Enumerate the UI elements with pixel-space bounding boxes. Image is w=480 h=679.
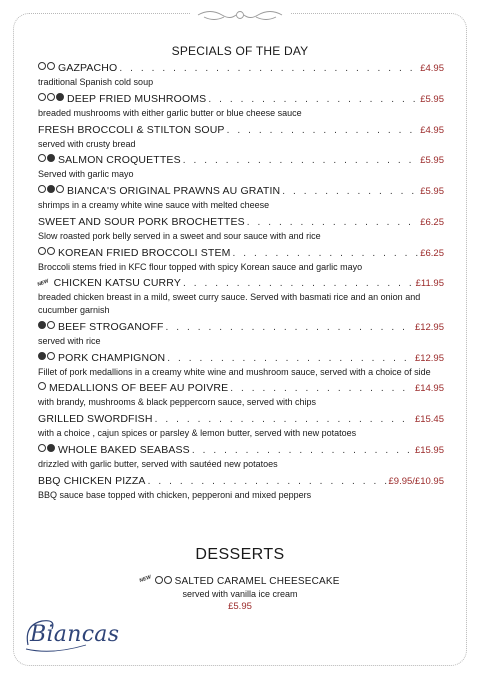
menu-item-description: served with crusty bread (38, 138, 136, 149)
menu-item (38, 62, 444, 89)
dot-leader (166, 322, 413, 333)
v-badge-icon (38, 247, 46, 255)
d-badge-icon (47, 154, 55, 162)
menu-item-price: £11.95 (415, 278, 444, 290)
new-tag: NEW (139, 574, 153, 585)
dot-leader (119, 63, 418, 74)
menu-item-row (38, 382, 444, 395)
menu-item-price: £6.25 (420, 216, 444, 228)
menu-item-description: Served with garlic mayo (38, 169, 134, 180)
menu-item-description: breaded mushrooms with either garlic butter or blue cheese sauce (38, 107, 302, 118)
menu-item (38, 124, 444, 151)
menu-item-description: served with rice (38, 335, 101, 346)
menu-item (38, 413, 444, 440)
d-badge-icon (47, 444, 55, 452)
desserts-title: DESSERTS (195, 546, 285, 563)
gf-badge-icon (47, 247, 55, 255)
d-badge-icon (38, 321, 46, 329)
menu-item-row (38, 185, 444, 198)
menu-item-badges (38, 353, 56, 361)
gf-badge-icon (47, 352, 55, 360)
menu-item-row (38, 216, 444, 229)
menu-item-name: BIANCA'S ORIGINAL PRAWNS AU GRATIN (67, 185, 281, 198)
menu-item (38, 247, 444, 274)
menu-item-badges (38, 383, 47, 391)
dot-leader (183, 278, 414, 289)
menu-item-name: SWEET AND SOUR PORK BROCHETTES (38, 215, 245, 228)
menu-item-name: GAZPACHO (58, 62, 118, 74)
menu-item-price: £12.95 (414, 321, 444, 333)
menu-item-name: PORK CHAMPIGNON (58, 351, 166, 364)
menu-item-description: Fillet of pork medallions in a creamy white wine and mushroom sauce, served with a choice of side (38, 366, 431, 377)
gf-badge-icon (38, 444, 46, 452)
menu-item-badges (38, 322, 56, 330)
menu-item-badges (38, 186, 65, 194)
menu-item-price: £4.95 (420, 124, 444, 136)
menu-item-badges (38, 248, 56, 256)
menu-item-name: DEEP FRIED MUSHROOMS (67, 92, 207, 105)
menu-item-description: with brandy, mushrooms & black peppercorn sauce, served with chips (38, 397, 316, 408)
menu-item-description: drizzled with garlic butter, served with sautéed new potatoes (38, 458, 278, 469)
menu-item-description: Slow roasted pork belly served in a sweet and sour sauce with and rice (38, 230, 321, 241)
menu-item (38, 444, 444, 471)
menu-item-row (38, 444, 444, 457)
menu-item-badges (36, 278, 52, 289)
gf-badge-icon (38, 382, 46, 390)
dot-leader (230, 383, 413, 394)
specials-list (38, 62, 444, 506)
dot-leader (167, 353, 413, 364)
specials-title: SPECIALS OF THE DAY (171, 44, 309, 58)
v-badge-icon (38, 62, 46, 70)
menu-item-price: £9.95/£10.95 (388, 475, 444, 487)
menu-item-badges (38, 94, 65, 102)
dessert-badges (139, 574, 172, 585)
menu-item (38, 93, 444, 120)
d-badge-icon (47, 185, 55, 193)
menu-item-row (38, 62, 444, 75)
menu-item-badges (38, 445, 56, 453)
dessert-item (0, 569, 480, 612)
gf-badge-icon (38, 185, 46, 193)
gf-badge-icon (47, 321, 55, 329)
menu-item-price: £15.95 (414, 444, 444, 456)
dot-leader (208, 94, 418, 105)
menu-item-name: BBQ CHICKEN PIZZA (38, 474, 146, 487)
d-badge-icon (56, 93, 64, 101)
menu-item (38, 382, 444, 409)
menu-item (38, 352, 444, 379)
menu-item-name: GRILLED SWORDFISH (38, 413, 153, 426)
menu-item-price: £5.95 (420, 186, 444, 198)
menu-item-row (38, 475, 444, 488)
gf-badge-icon (164, 576, 172, 584)
dot-leader (233, 248, 419, 259)
dot-leader (282, 186, 418, 197)
dot-leader (247, 217, 418, 228)
dot-leader (192, 445, 413, 456)
menu-item-price: £14.95 (414, 383, 444, 395)
new-tag: NEW (36, 278, 50, 289)
dot-leader (148, 476, 387, 487)
menu-item-price: £6.25 (420, 247, 444, 259)
menu-item-badges (38, 63, 56, 71)
menu-item-badges (38, 155, 56, 163)
ornament-icon (190, 6, 290, 24)
dessert-name-row (140, 576, 339, 587)
menu-item (38, 321, 444, 348)
dot-leader (227, 125, 419, 136)
menu-item-price: £15.45 (414, 414, 444, 426)
menu-item-price: £4.95 (420, 63, 444, 74)
menu-item-description: BBQ sauce base topped with chicken, pepperoni and mixed peppers (38, 489, 312, 500)
menu-item-price: £5.95 (420, 93, 444, 105)
menu-item-name: KOREAN FRIED BROCCOLI STEM (58, 246, 231, 259)
menu-item (38, 216, 444, 243)
menu-item (38, 154, 444, 181)
s-badge-icon (56, 185, 64, 193)
dessert-description: served with vanilla ice cream (182, 589, 298, 599)
menu-item-description: breaded chicken breast in a mild, sweet curry sauce. Served with basmati rice and an onion and cucumber garnish (38, 292, 421, 316)
menu-item-row (38, 124, 444, 137)
v-badge-icon (155, 576, 163, 584)
menu-item (38, 277, 444, 316)
menu-item-description: with a choice , cajun spices or parsley & lemon butter, served with new potatoes (38, 428, 357, 439)
menu-item (38, 185, 444, 212)
menu-item-row (38, 413, 444, 426)
menu-item-row (38, 93, 444, 106)
dot-leader (183, 155, 418, 166)
v-badge-icon (38, 93, 46, 101)
menu-item-price: £5.95 (420, 155, 444, 167)
menu-item-description: Broccoli stems fried in KFC flour topped with spicy Korean sauce and garlic mayo (38, 261, 363, 272)
menu-item-row (38, 277, 444, 290)
menu-item-row (38, 154, 444, 167)
d-badge-icon (38, 352, 46, 360)
gf-badge-icon (47, 62, 55, 70)
gf-badge-icon (38, 154, 46, 162)
menu-item-name: SALMON CROQUETTES (58, 154, 181, 167)
menu-item-name: WHOLE BAKED SEABASS (58, 443, 190, 456)
dessert-price: £5.95 (228, 601, 252, 612)
menu-item-name: BEEF STROGANOFF (58, 320, 164, 333)
menu-item-description: shrimps in a creamy white wine sauce with melted cheese (38, 200, 270, 211)
brand-logo: Biancas (30, 622, 120, 647)
menu-item-name: MEDALLIONS OF BEEF AU POIVRE (49, 382, 229, 395)
menu-item-name: FRESH BROCCOLI & STILTON SOUP (38, 123, 225, 136)
menu-item-name: CHICKEN KATSU CURRY (53, 277, 181, 290)
gf-badge-icon (47, 93, 55, 101)
menu-item (38, 475, 444, 502)
dot-leader (155, 414, 413, 425)
menu-item-row (38, 321, 444, 334)
menu-item-row (38, 352, 444, 365)
menu-item-description: traditional Spanish cold soup (38, 77, 154, 87)
menu-item-row (38, 247, 444, 260)
menu-item-price: £12.95 (414, 352, 444, 364)
dessert-name: SALTED CARAMEL CHEESECAKE (174, 575, 340, 587)
